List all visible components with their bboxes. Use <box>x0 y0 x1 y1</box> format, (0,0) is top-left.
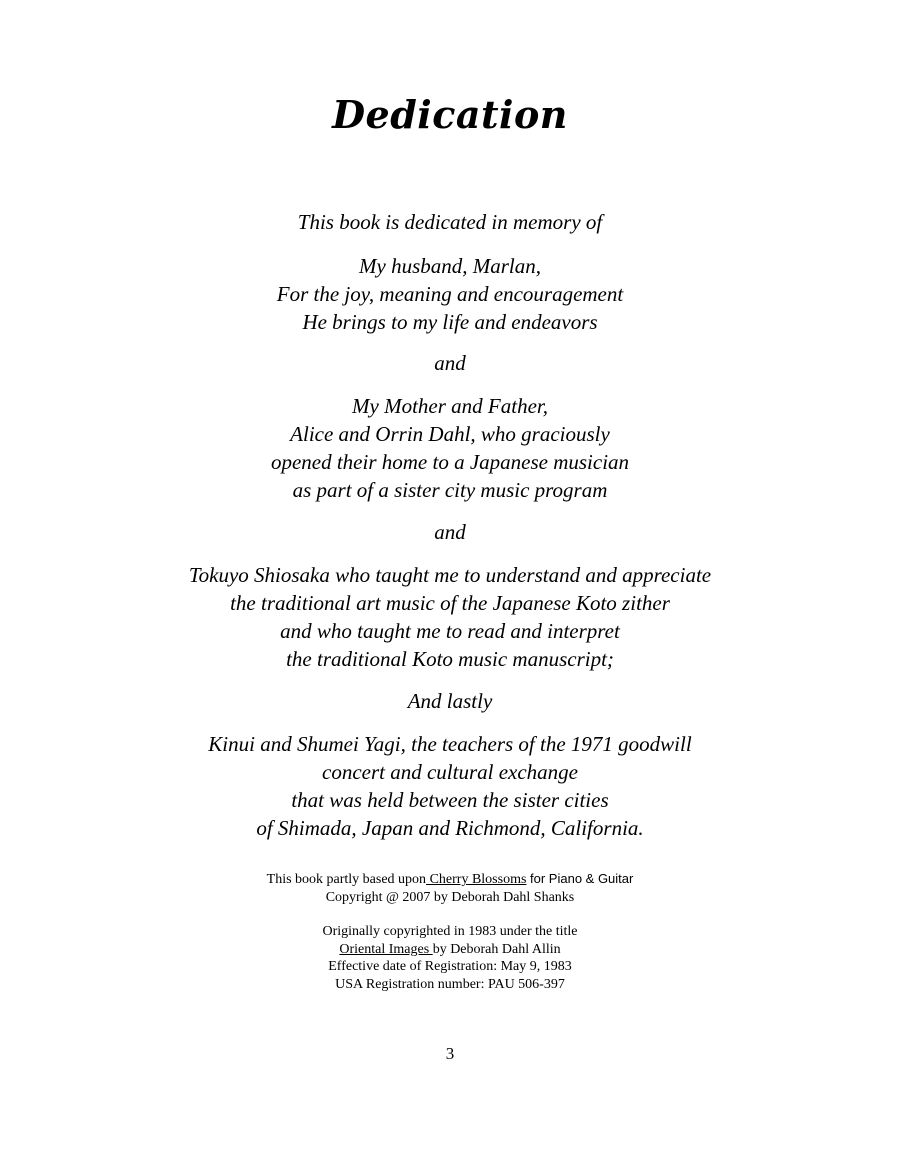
teacher-line: Tokuyo Shiosaka who taught me to understand and appreciate <box>188 563 712 587</box>
husband-line: For the joy, meaning and encouragement <box>276 282 624 306</box>
teacher-line: the traditional Koto music manuscript; <box>286 647 614 671</box>
intro-line: This book is dedicated in memory of <box>297 210 603 234</box>
yagi-line: Kinui and Shumei Yagi, the teachers of the 1971 goodwill <box>208 732 692 756</box>
yagi-line: that was held between the sister cities <box>291 788 609 812</box>
based-title: Cherry Blossoms <box>426 872 527 887</box>
husband-line: My husband, Marlan, <box>359 254 541 278</box>
dedication-and-1 <box>0 349 900 377</box>
based-prefix: This book partly based upon <box>266 872 427 887</box>
page-title: Dedication <box>332 92 568 137</box>
effective-date-line: Effective date of Registration: May 9, 1983 <box>328 959 572 974</box>
dedication-lastly <box>0 687 900 715</box>
lastly-line: And lastly <box>407 689 493 713</box>
dedication-teacher <box>0 561 900 673</box>
and-line: and <box>434 351 466 375</box>
teacher-line: the traditional art music of the Japanese Koto zither <box>230 591 670 615</box>
copyright-line: Copyright @ 2007 by Deborah Dahl Shanks <box>325 889 575 905</box>
original-title-line <box>0 941 900 959</box>
dedication-intro <box>0 208 900 236</box>
original-title: Oriental Images <box>339 941 433 957</box>
yagi-line: of Shimada, Japan and Richmond, California. <box>256 816 644 840</box>
dedication-husband <box>0 252 900 336</box>
and-line: and <box>434 520 466 544</box>
parents-line: Alice and Orrin Dahl, who graciously <box>290 422 610 446</box>
yagi-line: concert and cultural exchange <box>322 760 578 784</box>
dedication-and-2 <box>0 518 900 546</box>
based-suffix: for Piano & Guitar <box>526 871 634 886</box>
original-author: by Deborah Dahl Allin <box>432 941 561 957</box>
dedication-yagi <box>0 730 900 842</box>
based-upon-line <box>0 870 900 889</box>
page-number: 3 <box>445 1044 455 1063</box>
parents-line: My Mother and Father, <box>352 394 548 418</box>
registration-line: USA Registration number: PAU 506-397 <box>335 976 565 992</box>
original-copyright-notes <box>0 923 900 993</box>
original-line: Originally copyrighted in 1983 under the title <box>322 924 578 939</box>
husband-line: He brings to my life and endeavors <box>302 310 598 334</box>
parents-line: as part of a sister city music program <box>292 478 608 502</box>
copyright-notes <box>0 870 900 906</box>
parents-line: opened their home to a Japanese musician <box>270 450 630 474</box>
teacher-line: and who taught me to read and interpret <box>280 619 620 643</box>
dedication-parents <box>0 392 900 504</box>
